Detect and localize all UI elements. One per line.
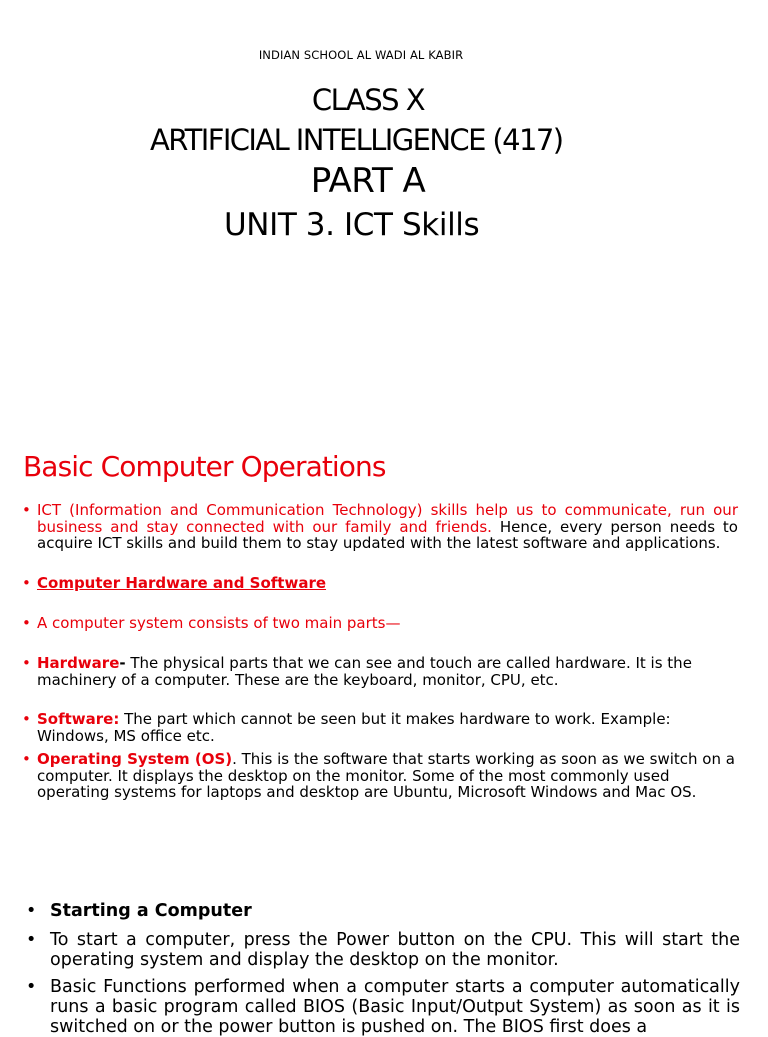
bullet-icon: •: [22, 750, 31, 768]
ict-intro-text: ICT (Information and Communication Technology) skills help us to communicate, run our business and stay connected with our family and friends.: [37, 501, 738, 536]
hardware-term: Hardware: [37, 654, 120, 672]
hw-sw-heading: Computer Hardware and Software: [37, 574, 327, 592]
start-computer-text: To start a computer, press the Power button on the CPU. This will start the operating system and display the desktop on the monitor.: [50, 930, 740, 970]
software-paragraph: [37, 711, 738, 744]
subject-title: ARTIFICIAL INTELLIGENCE (417): [150, 123, 563, 157]
os-definition: . This is the software that starts working as soon as we switch on a computer. It displays the desktop on the monitor. Some of the most commonly used operating systems for laptops and desktop are Ubuntu, Microsoft Windows and Mac OS.: [37, 750, 735, 801]
starting-computer-heading: Starting a Computer: [50, 901, 252, 921]
section-heading: Basic Computer Operations: [23, 450, 386, 483]
bullet-icon: •: [22, 501, 31, 519]
bullet-icon: •: [26, 930, 37, 950]
class-title: CLASS X: [311, 83, 425, 117]
bullet-icon: •: [26, 977, 37, 997]
ict-paragraph: [37, 502, 738, 552]
ict-continuation-text: Hence, every person needs to acquire ICT skills and build them to stay updated with the latest software and applications.: [37, 517, 738, 552]
unit-title: UNIT 3. ICT Skills: [224, 207, 480, 243]
bullet-icon: •: [22, 574, 31, 592]
bullet-icon: •: [22, 710, 31, 728]
hardware-paragraph: [37, 655, 738, 688]
part-title: PART A: [310, 161, 426, 201]
hardware-dash: -: [119, 654, 126, 672]
bullet-icon: •: [26, 901, 37, 921]
basic-functions-text: Basic Functions performed when a computer starts a computer automatically runs a basic program called BIOS (Basic Input/Output System) as soon as it is switched on or the power button is pushed on. The BIOS first does a: [50, 977, 740, 1037]
os-term: Operating System (OS): [37, 750, 233, 768]
software-definition: The part which cannot be seen but it makes hardware to work. Example: Windows, MS office etc.: [37, 710, 671, 745]
hardware-definition: The physical parts that we can see and touch are called hardware. It is the machinery of a computer. These are the keyboard, monitor, CPU, etc.: [37, 654, 692, 689]
system-parts-text: A computer system consists of two main parts—: [37, 614, 401, 632]
os-paragraph: [37, 751, 738, 801]
school-name: INDIAN SCHOOL AL WADI AL KABIR: [258, 48, 464, 62]
bullet-icon: •: [22, 654, 31, 672]
bullet-icon: •: [22, 614, 31, 632]
software-term: Software:: [37, 710, 120, 728]
